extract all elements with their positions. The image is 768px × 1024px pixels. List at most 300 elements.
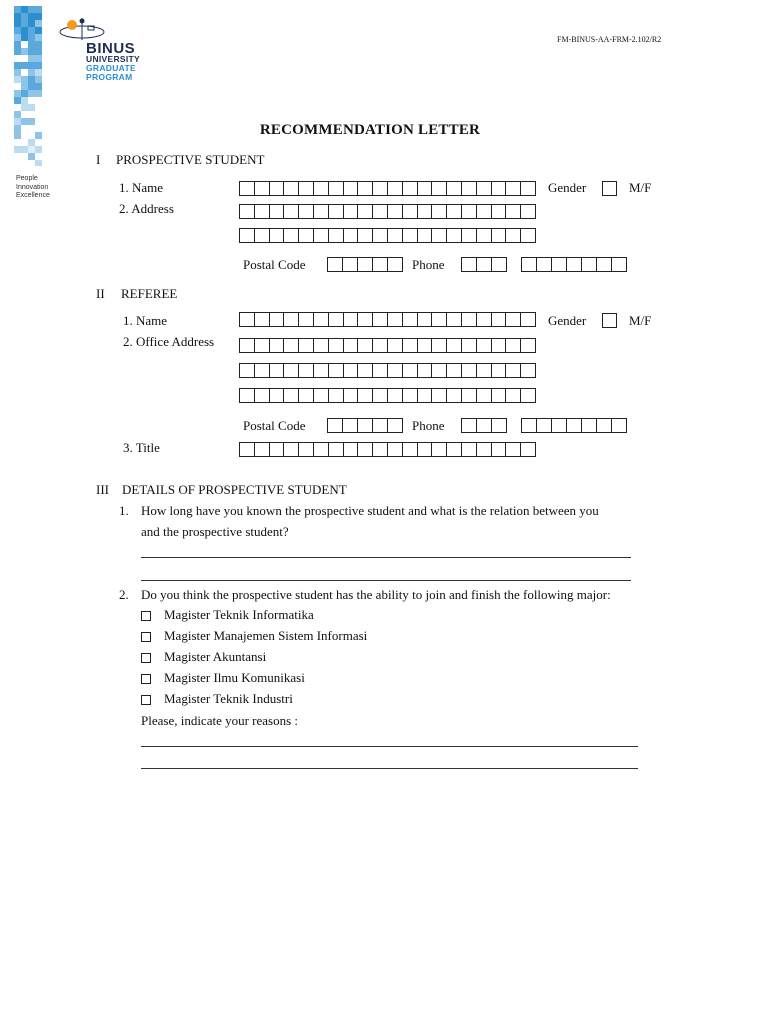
strip-cell <box>21 90 28 97</box>
student-postal-label: Postal Code <box>243 257 306 272</box>
char-box[interactable] <box>388 204 403 219</box>
char-box[interactable] <box>462 388 477 403</box>
char-box[interactable] <box>462 204 477 219</box>
char-box[interactable] <box>432 363 447 378</box>
char-box[interactable] <box>270 338 285 353</box>
char-box[interactable] <box>432 338 447 353</box>
logo-university: UNIVERSITY <box>86 54 141 64</box>
strip-cell <box>35 20 42 27</box>
char-box[interactable] <box>462 442 477 457</box>
char-box[interactable] <box>521 388 536 403</box>
char-box[interactable] <box>521 181 536 196</box>
char-box[interactable] <box>240 388 255 403</box>
question-1-text-line-2: and the prospective student? <box>141 524 289 539</box>
char-box[interactable] <box>418 312 433 327</box>
referee-phone-label: Phone <box>412 418 445 433</box>
question-1-number: 1. <box>119 503 129 518</box>
question-1-answer-line-2[interactable] <box>141 580 631 581</box>
char-box[interactable] <box>358 204 373 219</box>
char-box[interactable] <box>358 257 373 272</box>
strip-cell <box>35 69 42 76</box>
logo-graduate: GRADUATE <box>86 63 136 73</box>
strip-cell <box>35 90 42 97</box>
char-box[interactable] <box>270 228 285 243</box>
char-box[interactable] <box>418 228 433 243</box>
char-box[interactable] <box>388 388 403 403</box>
reasons-line-2[interactable] <box>141 768 638 769</box>
strip-cell <box>28 34 35 41</box>
char-box[interactable] <box>240 442 255 457</box>
referee-title-label: 3. Title <box>123 440 160 455</box>
referee-postal-input[interactable] <box>327 418 403 433</box>
char-box[interactable] <box>388 338 403 353</box>
char-box[interactable] <box>477 442 492 457</box>
char-box[interactable] <box>314 204 329 219</box>
char-box[interactable] <box>314 388 329 403</box>
major-checkbox-2[interactable] <box>141 632 151 642</box>
char-box[interactable] <box>270 363 285 378</box>
char-box[interactable] <box>344 338 359 353</box>
char-box[interactable] <box>329 312 344 327</box>
char-box[interactable] <box>299 363 314 378</box>
char-box[interactable] <box>299 181 314 196</box>
char-box[interactable] <box>492 388 507 403</box>
referee-phone-number-input[interactable] <box>521 418 627 433</box>
strip-cell <box>28 48 35 55</box>
char-box[interactable] <box>299 388 314 403</box>
strip-cell <box>28 55 35 62</box>
char-box[interactable] <box>373 363 388 378</box>
char-box[interactable] <box>240 312 255 327</box>
char-box[interactable] <box>344 204 359 219</box>
char-box[interactable] <box>462 338 477 353</box>
char-box[interactable] <box>477 338 492 353</box>
strip-cell <box>21 104 28 111</box>
char-box[interactable] <box>344 312 359 327</box>
strip-cell <box>35 6 42 13</box>
strip-cell <box>14 27 21 34</box>
student-postal-input[interactable] <box>327 257 403 272</box>
char-box[interactable] <box>492 181 507 196</box>
referee-name-label: 1. Name <box>123 313 168 328</box>
char-box[interactable] <box>284 181 299 196</box>
student-gender-label: Gender <box>548 180 587 195</box>
strip-cell <box>21 27 28 34</box>
major-checkbox-1[interactable] <box>141 611 151 621</box>
char-box[interactable] <box>255 388 270 403</box>
strip-cell <box>14 76 21 83</box>
char-box[interactable] <box>418 442 433 457</box>
strip-cell <box>14 13 21 20</box>
char-box[interactable] <box>462 257 477 272</box>
strip-cell <box>21 146 28 153</box>
char-box[interactable] <box>373 312 388 327</box>
char-box[interactable] <box>477 257 492 272</box>
referee-phone-area-input[interactable] <box>461 418 507 433</box>
strip-cell <box>28 69 35 76</box>
char-box[interactable] <box>492 442 507 457</box>
major-checkbox-4[interactable] <box>141 674 151 684</box>
char-box[interactable] <box>582 257 597 272</box>
char-box[interactable] <box>344 442 359 457</box>
char-box[interactable] <box>270 442 285 457</box>
question-2-number: 2. <box>119 587 129 602</box>
student-phone-area-input[interactable] <box>461 257 507 272</box>
student-name-label: 1. Name <box>119 180 164 195</box>
char-box[interactable] <box>270 181 285 196</box>
char-box[interactable] <box>403 363 418 378</box>
strip-cell <box>35 34 42 41</box>
reasons-line-1[interactable] <box>141 746 638 747</box>
section-3-heading: DETAILS OF PROSPECTIVE STUDENT <box>122 482 347 497</box>
strip-cell <box>35 41 42 48</box>
strip-cell <box>28 104 35 111</box>
char-box[interactable] <box>284 228 299 243</box>
char-box[interactable] <box>240 363 255 378</box>
char-box[interactable] <box>521 363 536 378</box>
char-box[interactable] <box>506 363 521 378</box>
char-box[interactable] <box>447 204 462 219</box>
char-box[interactable] <box>418 338 433 353</box>
char-box[interactable] <box>270 204 285 219</box>
char-box[interactable] <box>299 204 314 219</box>
char-box[interactable] <box>358 228 373 243</box>
char-box[interactable] <box>373 181 388 196</box>
referee-name-input[interactable] <box>239 312 536 327</box>
strip-cell <box>14 97 21 104</box>
char-box[interactable] <box>284 442 299 457</box>
char-box[interactable] <box>477 388 492 403</box>
tagline-innovation: Innovation <box>16 183 49 191</box>
major-label-4: Magister Ilmu Komunikasi <box>164 670 305 685</box>
strip-cell <box>21 97 28 104</box>
strip-cell <box>14 20 21 27</box>
strip-cell <box>14 90 21 97</box>
major-label-5: Magister Teknik Industri <box>164 691 293 706</box>
char-box[interactable] <box>447 312 462 327</box>
char-box[interactable] <box>506 181 521 196</box>
char-box[interactable] <box>418 363 433 378</box>
char-box[interactable] <box>299 228 314 243</box>
char-box[interactable] <box>597 418 612 433</box>
strip-cell <box>28 13 35 20</box>
char-box[interactable] <box>373 418 388 433</box>
referee-office-input-3[interactable] <box>239 388 536 403</box>
strip-cell <box>28 41 35 48</box>
char-box[interactable] <box>462 228 477 243</box>
char-box[interactable] <box>240 338 255 353</box>
char-box[interactable] <box>492 312 507 327</box>
char-box[interactable] <box>255 338 270 353</box>
char-box[interactable] <box>432 312 447 327</box>
student-name-input[interactable] <box>239 181 536 196</box>
char-box[interactable] <box>462 181 477 196</box>
strip-cell <box>35 146 42 153</box>
strip-cell <box>14 69 21 76</box>
strip-cell <box>28 76 35 83</box>
char-box[interactable] <box>612 257 627 272</box>
char-box[interactable] <box>432 442 447 457</box>
tagline-excellence: Excellence <box>16 192 50 199</box>
referee-gender-input[interactable] <box>602 313 617 328</box>
char-box[interactable] <box>344 363 359 378</box>
student-gender-input[interactable] <box>602 181 617 196</box>
char-box[interactable] <box>403 388 418 403</box>
char-box[interactable] <box>462 418 477 433</box>
char-box[interactable] <box>255 363 270 378</box>
char-box[interactable] <box>492 363 507 378</box>
char-box[interactable] <box>477 418 492 433</box>
char-box[interactable] <box>284 204 299 219</box>
strip-cell <box>21 83 28 90</box>
strip-cell <box>28 139 35 146</box>
char-box[interactable] <box>477 228 492 243</box>
strip-cell <box>21 13 28 20</box>
char-box[interactable] <box>284 363 299 378</box>
char-box[interactable] <box>255 228 270 243</box>
question-1-answer-line-1[interactable] <box>141 557 631 558</box>
char-box[interactable] <box>358 442 373 457</box>
char-box[interactable] <box>358 181 373 196</box>
char-box[interactable] <box>373 228 388 243</box>
char-box[interactable] <box>255 312 270 327</box>
char-box[interactable] <box>388 257 403 272</box>
char-box[interactable] <box>329 228 344 243</box>
char-box[interactable] <box>492 257 507 272</box>
student-address-input-2[interactable] <box>239 228 536 243</box>
char-box[interactable] <box>329 338 344 353</box>
char-box[interactable] <box>447 442 462 457</box>
char-box[interactable] <box>255 442 270 457</box>
char-box[interactable] <box>358 338 373 353</box>
referee-title-input[interactable] <box>239 442 536 457</box>
question-1-text-line-1: How long have you known the prospective student and what is the relation between you <box>141 503 599 518</box>
char-box[interactable] <box>358 418 373 433</box>
strip-cell <box>28 6 35 13</box>
char-box[interactable] <box>270 312 285 327</box>
char-box[interactable] <box>462 312 477 327</box>
char-box[interactable] <box>447 228 462 243</box>
strip-cell <box>28 90 35 97</box>
section-2-heading: REFEREE <box>121 286 178 301</box>
char-box[interactable] <box>403 338 418 353</box>
char-box[interactable] <box>522 418 537 433</box>
char-box[interactable] <box>612 418 627 433</box>
char-box[interactable] <box>255 181 270 196</box>
student-phone-number-input[interactable] <box>521 257 627 272</box>
char-box[interactable] <box>506 388 521 403</box>
char-box[interactable] <box>373 388 388 403</box>
referee-office-input-2[interactable] <box>239 363 536 378</box>
char-box[interactable] <box>328 257 343 272</box>
char-box[interactable] <box>506 312 521 327</box>
student-address-input-1[interactable] <box>239 204 536 219</box>
char-box[interactable] <box>270 388 285 403</box>
char-box[interactable] <box>432 228 447 243</box>
strip-cell <box>35 27 42 34</box>
char-box[interactable] <box>240 204 255 219</box>
char-box[interactable] <box>403 312 418 327</box>
char-box[interactable] <box>477 312 492 327</box>
char-box[interactable] <box>492 204 507 219</box>
char-box[interactable] <box>284 388 299 403</box>
char-box[interactable] <box>567 257 582 272</box>
char-box[interactable] <box>477 181 492 196</box>
char-box[interactable] <box>597 257 612 272</box>
char-box[interactable] <box>477 204 492 219</box>
strip-cell <box>35 83 42 90</box>
char-box[interactable] <box>284 338 299 353</box>
char-box[interactable] <box>373 442 388 457</box>
char-box[interactable] <box>432 181 447 196</box>
major-label-3: Magister Akuntansi <box>164 649 267 664</box>
char-box[interactable] <box>521 338 536 353</box>
char-box[interactable] <box>284 312 299 327</box>
char-box[interactable] <box>492 418 507 433</box>
strip-cell <box>35 160 42 166</box>
char-box[interactable] <box>314 442 329 457</box>
document-code: FM-BINUS-AA-FRM-2.102/R2 <box>557 35 662 44</box>
char-box[interactable] <box>373 257 388 272</box>
char-box[interactable] <box>388 228 403 243</box>
char-box[interactable] <box>388 442 403 457</box>
char-box[interactable] <box>344 228 359 243</box>
char-box[interactable] <box>403 442 418 457</box>
strip-cell <box>21 34 28 41</box>
strip-cell <box>28 153 35 160</box>
char-box[interactable] <box>358 312 373 327</box>
strip-cell <box>35 13 42 20</box>
char-box[interactable] <box>373 338 388 353</box>
char-box[interactable] <box>432 388 447 403</box>
page-title: RECOMMENDATION LETTER <box>259 122 481 138</box>
char-box[interactable] <box>432 204 447 219</box>
referee-gender-label: Gender <box>548 313 587 328</box>
char-box[interactable] <box>329 388 344 403</box>
char-box[interactable] <box>506 442 521 457</box>
student-gender-hint: M/F <box>629 180 652 195</box>
char-box[interactable] <box>477 363 492 378</box>
char-box[interactable] <box>388 363 403 378</box>
char-box[interactable] <box>537 257 552 272</box>
strip-cell <box>14 62 21 69</box>
char-box[interactable] <box>358 363 373 378</box>
strip-cell <box>21 6 28 13</box>
char-box[interactable] <box>418 388 433 403</box>
student-phone-label: Phone <box>412 257 445 272</box>
char-box[interactable] <box>373 204 388 219</box>
char-box[interactable] <box>343 257 358 272</box>
char-box[interactable] <box>358 388 373 403</box>
major-label-2: Magister Manajemen Sistem Informasi <box>164 628 368 643</box>
char-box[interactable] <box>314 181 329 196</box>
char-box[interactable] <box>403 181 418 196</box>
char-box[interactable] <box>299 442 314 457</box>
section-2-number: II <box>96 286 105 301</box>
char-box[interactable] <box>388 181 403 196</box>
char-box[interactable] <box>506 228 521 243</box>
char-box[interactable] <box>418 181 433 196</box>
char-box[interactable] <box>567 418 582 433</box>
char-box[interactable] <box>521 442 536 457</box>
strip-cell <box>35 76 42 83</box>
strip-cell <box>28 62 35 69</box>
char-box[interactable] <box>537 418 552 433</box>
char-box[interactable] <box>240 228 255 243</box>
char-box[interactable] <box>492 228 507 243</box>
char-box[interactable] <box>329 442 344 457</box>
strip-cell <box>28 20 35 27</box>
logo-binus: BINUS <box>86 40 136 57</box>
strip-cell <box>35 48 42 55</box>
strip-cell <box>28 27 35 34</box>
char-box[interactable] <box>329 363 344 378</box>
char-box[interactable] <box>447 181 462 196</box>
char-box[interactable] <box>255 204 270 219</box>
char-box[interactable] <box>343 418 358 433</box>
reasons-label: Please, indicate your reasons : <box>141 713 299 728</box>
referee-office-input-1[interactable] <box>239 338 536 353</box>
char-box[interactable] <box>582 418 597 433</box>
strip-cell <box>28 83 35 90</box>
char-box[interactable] <box>403 228 418 243</box>
char-box[interactable] <box>329 181 344 196</box>
char-box[interactable] <box>328 418 343 433</box>
referee-gender-hint: M/F <box>629 313 652 328</box>
strip-cell <box>28 146 35 153</box>
char-box[interactable] <box>403 204 418 219</box>
char-box[interactable] <box>506 338 521 353</box>
decorative-strip <box>14 6 42 166</box>
strip-cell <box>14 111 21 118</box>
char-box[interactable] <box>344 181 359 196</box>
char-box[interactable] <box>314 338 329 353</box>
char-box[interactable] <box>314 363 329 378</box>
char-box[interactable] <box>418 204 433 219</box>
strip-cell <box>14 146 21 153</box>
char-box[interactable] <box>462 363 477 378</box>
char-box[interactable] <box>521 204 536 219</box>
char-box[interactable] <box>521 312 536 327</box>
char-box[interactable] <box>388 312 403 327</box>
section-1-number: I <box>96 152 101 167</box>
logo-program: PROGRAM <box>86 72 133 82</box>
referee-office-label: 2. Office Address <box>123 334 215 349</box>
char-box[interactable] <box>521 228 536 243</box>
strip-cell <box>21 62 28 69</box>
char-box[interactable] <box>552 257 567 272</box>
major-checkbox-5[interactable] <box>141 695 151 705</box>
char-box[interactable] <box>447 363 462 378</box>
char-box[interactable] <box>447 388 462 403</box>
char-box[interactable] <box>447 338 462 353</box>
char-box[interactable] <box>314 312 329 327</box>
char-box[interactable] <box>492 338 507 353</box>
char-box[interactable] <box>329 204 344 219</box>
char-box[interactable] <box>299 338 314 353</box>
major-checkbox-3[interactable] <box>141 653 151 663</box>
char-box[interactable] <box>388 418 403 433</box>
char-box[interactable] <box>314 228 329 243</box>
major-label-1: Magister Teknik Informatika <box>164 607 314 622</box>
char-box[interactable] <box>552 418 567 433</box>
char-box[interactable] <box>299 312 314 327</box>
char-box[interactable] <box>522 257 537 272</box>
tagline-people: People <box>16 175 38 182</box>
char-box[interactable] <box>240 181 255 196</box>
char-box[interactable] <box>344 388 359 403</box>
char-box[interactable] <box>506 204 521 219</box>
